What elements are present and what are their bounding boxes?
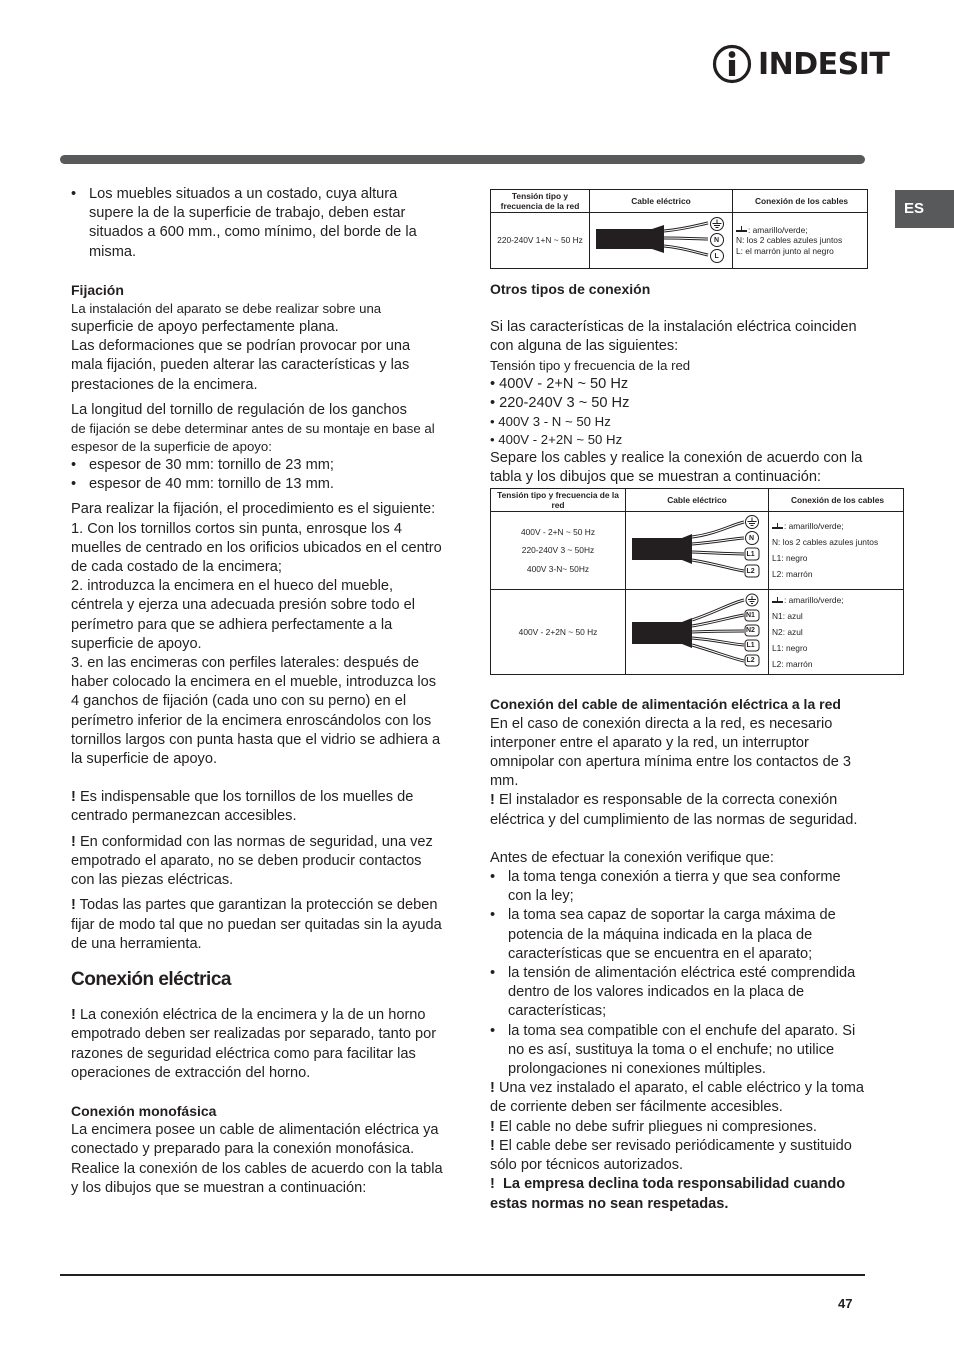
verif-bullet-3: • la tensión de alimentación eléctrica esté comprendida dentro de los valores indicados en la placa de características; xyxy=(490,964,864,1022)
t1-conn-3: L: el marrón junto al negro xyxy=(736,245,834,256)
warning-a-text: Una vez instalado el aparato, el cable eléctrico y la toma de corriente deben ser fácilmente accesibles. xyxy=(490,1080,864,1116)
tornillo-p1: La longitud del tornillo de regulación de los ganchos xyxy=(71,401,407,418)
otros-b4: 400V - 2+2N ~ 50 Hz xyxy=(498,432,623,448)
warning-c xyxy=(490,1137,864,1175)
t2-row2-term-l2: L2 xyxy=(746,657,755,664)
indesit-logo-icon xyxy=(712,44,752,84)
t1-header-cable: Cable eléctrico xyxy=(590,190,733,213)
ground-icon xyxy=(772,523,783,531)
warning-c-text: El cable debe ser revisado periódicamente y sustituido sólo por técnicos autorizados. xyxy=(490,1137,852,1174)
conexion-title: Conexión eléctrica xyxy=(71,968,231,990)
warning-b xyxy=(490,1118,864,1137)
conexion-warning xyxy=(71,1006,443,1083)
t2-row1-c1: : amarillo/verde; xyxy=(784,521,844,532)
otros-bullet-2: • 220-240V 3 ~ 50 Hz xyxy=(490,394,630,411)
otros-b3: 400V 3 - N ~ 50 Hz xyxy=(498,414,611,430)
warning-1-text: Es indispensable que los tornillos de los muelles de centrado permanezcan accesibles. xyxy=(71,789,414,825)
warning-mark: ! xyxy=(71,833,76,850)
proc-step-3: 3. en las encimeras con perfiles laterales: después de haber colocado la encimera en el mueble, introduzca los 4 ganchos de fijación (cada uno con su perno) en el perímetro inferior de la encimera enroscándolos con los tornillos largos con punta hasta que el vidrio se adhiera a la superficie de apoyo. xyxy=(71,655,441,768)
indesit-logo xyxy=(712,44,889,84)
t2-row2-term-n1: N1 xyxy=(746,612,755,619)
warning-2 xyxy=(71,833,443,891)
ground-icon xyxy=(772,597,783,605)
t2-row1-v3: 400V 3-N~ 50Hz xyxy=(526,563,590,574)
red-warning xyxy=(490,791,864,829)
otros-b1: 400V - 2+N ~ 50 Hz xyxy=(499,375,629,392)
red-title: Conexión del cable de alimentación eléctrica a la red xyxy=(490,696,841,713)
t1-term-l: L xyxy=(714,253,719,260)
tornillo-bullet-2: • espesor de 40 mm: tornillo de 13 mm. xyxy=(71,475,443,494)
t1-header-voltage: Tensión tipo y frecuencia de la red xyxy=(491,190,590,213)
warning-mark: ! xyxy=(71,789,76,806)
fijacion-p2: Las deformaciones que se podrían provocar por una mala fijación, pueden alterar las características y las prestaciones de la encimera. xyxy=(71,338,411,393)
red-warning-text: El instalador es responsable de la correcta conexión eléctrica y del cumplimiento de las normas de seguridad. xyxy=(490,792,858,828)
warning-1 xyxy=(71,788,443,826)
t2-row1-voltage xyxy=(491,512,626,590)
warning-mark: ! xyxy=(490,792,495,809)
brand-name: INDESIT xyxy=(758,46,890,82)
warning-mark: ! xyxy=(71,897,76,914)
warning-d-text: La empresa declina toda responsabilidad cuando estas normas no sean respetadas. xyxy=(490,1176,846,1212)
t2-header-conn: Conexión de los cables xyxy=(769,489,904,512)
t2-row1-v1: 400V - 2+N ~ 50 Hz xyxy=(520,526,596,537)
t1-header-conn: Conexión de los cables xyxy=(733,190,868,213)
tornillo-p2: de fijación se debe determinar antes de su montaje en base al espesor de la superficie de apoyo: xyxy=(71,421,435,455)
warning-mark: ! xyxy=(490,1118,495,1135)
t2-header-voltage: Tensión tipo y frecuencia de la red xyxy=(491,489,626,512)
cable-drawing-1 xyxy=(590,213,732,265)
t2-row2-c4: L1: negro xyxy=(772,642,808,653)
otros-p3: Separe los cables y realice la conexión de acuerdo con la tabla y los dibujos que se muestran a continuación: xyxy=(490,450,863,486)
otros-title: Otros tipos de conexión xyxy=(490,281,651,297)
verif-intro: Antes de efectuar la conexión verifique que: xyxy=(490,849,774,866)
warning-3-text: Todas las partes que garantizan la protección se deben fijar de modo tal que no puedan ser quitadas sin la ayuda de una herramienta. xyxy=(71,897,442,952)
t2-row2-c1: : amarillo/verde; xyxy=(784,594,844,605)
tornillo-bullet-1: • espesor de 30 mm: tornillo de 23 mm; xyxy=(71,456,443,475)
t1-conn xyxy=(733,213,868,269)
warning-3 xyxy=(71,896,443,954)
t2-row2-cable xyxy=(626,589,769,675)
warning-2-text: En conformidad con las normas de seguridad, una vez empotrado el aparato, no se deben producir contactos con las piezas eléctricas. xyxy=(71,833,433,889)
verif-bullet-4: • la toma sea compatible con el enchufe del aparato. Si no es así, sustituya la toma o el enchufe; no utilice prolongaciones ni conexiones múltiples. xyxy=(490,1022,864,1080)
verif-bullet-1: • la toma tenga conexión a tierra y que sea conforme con la ley; xyxy=(490,868,864,906)
t2-row2-c2: N1: azul xyxy=(772,610,803,621)
t2-row1-term-l2: L2 xyxy=(746,568,755,575)
ground-icon xyxy=(736,226,747,234)
t1-voltage: 220-240V 1+N ~ 50 Hz xyxy=(491,213,590,269)
fijacion-p1b: superficie de apoyo perfectamente plana. xyxy=(71,319,339,336)
warning-d xyxy=(490,1175,864,1213)
conexion-warning-text: La conexión eléctrica de la encimera y la de un horno empotrado deben ser realizadas por separado, tanto por razones de seguridad eléctrica como para facilitar las operaciones de extracción del horno. xyxy=(71,1007,437,1081)
warning-mark: ! xyxy=(490,1080,495,1097)
otros-bullet-3: • 400V 3 - N ~ 50 Hz xyxy=(490,414,611,430)
header-bar xyxy=(60,155,865,164)
proc-step-2: 2. introduzca la encimera en el hueco del mueble, céntrela y ejerza una adecuada presión sobre todo el perímetro para que se adhiera perfectamente a la superficie de apoyo. xyxy=(71,578,415,652)
t1-cable-drawing xyxy=(590,213,733,269)
t2-row2-conn xyxy=(769,589,904,675)
otros-p2: Tensión tipo y frecuencia de la red xyxy=(490,357,691,373)
warning-b-text: El cable no debe sufrir pliegues ni compresiones. xyxy=(498,1118,817,1135)
t2-row2-voltage: 400V - 2+2N ~ 50 Hz xyxy=(491,589,626,675)
t2-row2-term-n2: N2 xyxy=(746,627,755,634)
language-tab: ES xyxy=(895,190,954,228)
warning-a xyxy=(490,1079,864,1117)
fijacion-p1a: La instalación del aparato se debe realizar sobre una xyxy=(71,301,382,317)
t2-row1-v2: 220-240V 3 ~ 50Hz xyxy=(521,545,595,555)
warning-mark: ! xyxy=(490,1137,495,1154)
page-number: 47 xyxy=(838,1296,853,1311)
t2-row1-cable xyxy=(626,512,769,590)
footer-line xyxy=(60,1274,865,1276)
otros-bullet-1: • 400V - 2+N ~ 50 Hz xyxy=(490,375,629,392)
verif-bullet-2: • la toma sea capaz de soportar la carga máxima de potencia de la máquina indicada en la placa de características que se encuentra en el aparato; xyxy=(490,906,864,964)
otros-bullet-4: • 400V - 2+2N ~ 50 Hz xyxy=(490,432,623,448)
t2-row2-term-l1: L1 xyxy=(746,642,755,649)
wiring-table-1 xyxy=(490,189,868,269)
otros-b2: 220-240V 3 ~ 50 Hz xyxy=(499,394,630,411)
t2-row2-c5: L2: marrón xyxy=(772,658,813,669)
proc-intro: Para realizar la fijación, el procedimiento es el siguiente: xyxy=(71,501,436,518)
proc-step-1: 1. Con los tornillos cortos sin punta, enrosque los 4 muelles de centrado en los orificios ubicados en el centro de cada costado de la encimera; xyxy=(71,520,442,576)
red-p1: En el caso de conexión directa a la red, es necesario interponer entre el aparato y la red, un interruptor omnipolar con apertura mínima entre los contactos de 3 mm. xyxy=(490,715,851,790)
t2-row1-term-n: N xyxy=(749,535,755,542)
bullet-muebles: • Los muebles situados a un costado, cuya altura supere la de la superficie de trabajo, deben estar situados a 600 mm., como mínimo, del borde de la misma. xyxy=(71,185,443,262)
t2-row1-c4: L2: marrón xyxy=(772,569,813,580)
t2-row1-conn xyxy=(769,512,904,590)
t2-header-cable: Cable eléctrico xyxy=(626,489,769,512)
warning-mark: ! xyxy=(71,1007,76,1024)
t2-row1-c3: L1: negro xyxy=(772,553,808,564)
wiring-table-2 xyxy=(490,488,904,675)
t2-row1-term-l1: L1 xyxy=(746,551,755,558)
t1-conn-1: : amarillo/verde; xyxy=(748,224,808,235)
t2-row2-c3: N2: azul xyxy=(772,626,803,637)
left-column xyxy=(71,185,443,1198)
t1-conn-2: N: los 2 cables azules juntos xyxy=(736,235,843,245)
fijacion-title: Fijación xyxy=(71,281,124,298)
warning-mark: ! xyxy=(490,1176,495,1193)
t1-term-n: N xyxy=(714,237,720,244)
t2-row1-c2: N: los 2 cables azules juntos xyxy=(772,537,879,548)
mono-title: Conexión monofásica xyxy=(71,1102,217,1119)
otros-p1: Si las características de la instalación eléctrica coinciden con alguna de las siguientes: xyxy=(490,319,857,355)
mono-paragraph: La encimera posee un cable de alimentación eléctrica ya conectado y preparado para la conexión monofásica. Realice la conexión de los cables de acuerdo con la tabla y los dibujos que se muestran a continuación: xyxy=(71,1122,443,1196)
right-column xyxy=(490,280,864,1214)
